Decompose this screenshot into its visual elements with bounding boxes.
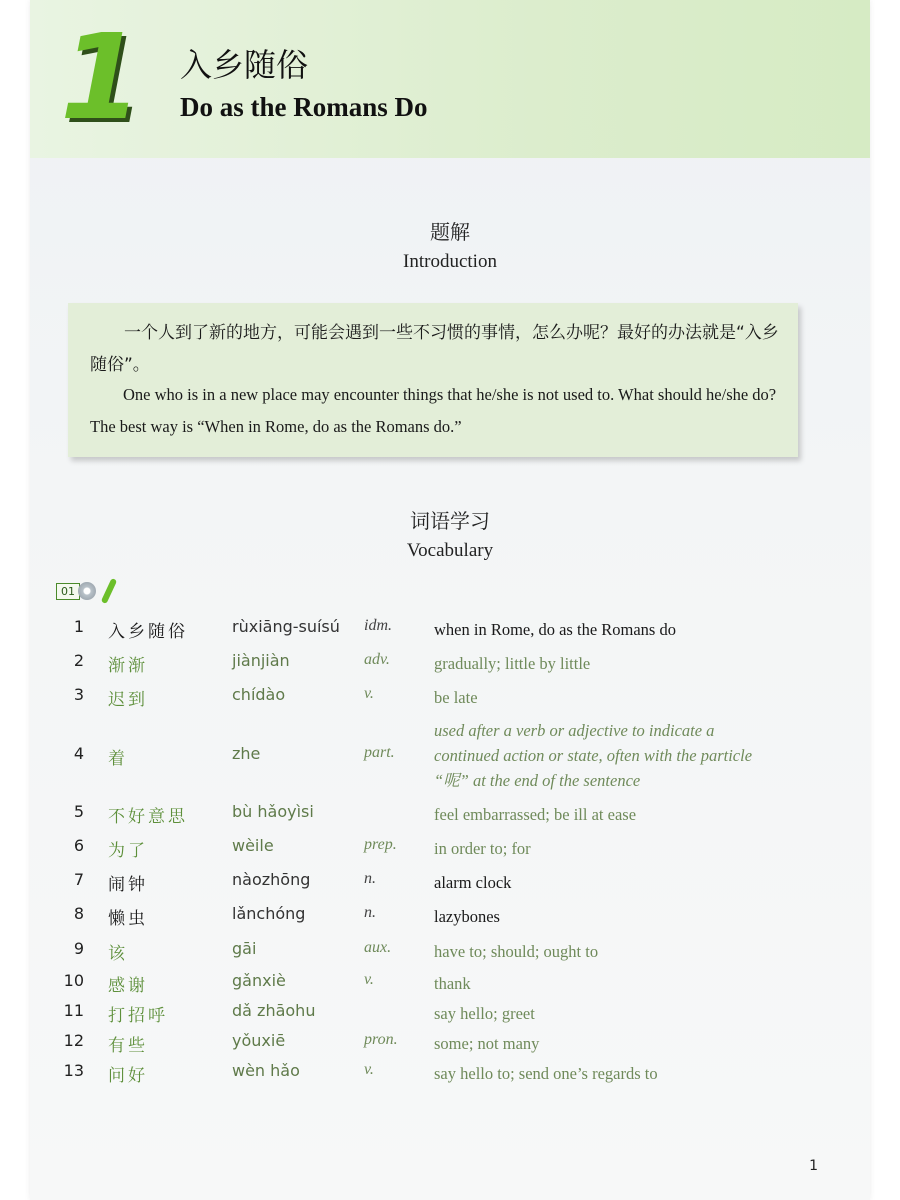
vocab-part-of-speech: n. (364, 870, 376, 887)
vocab-pinyin: jiànjiàn (232, 651, 290, 670)
vocab-number: 6 (73, 836, 84, 855)
vocab-pinyin: nàozhōng (232, 870, 311, 889)
vocab-meaning: some; not many (434, 1034, 540, 1053)
vocab-meaning: say hello to; send one’s regards to (434, 1064, 658, 1083)
vocab-meaning: thank (434, 974, 471, 993)
vocab-number: 5 (73, 802, 84, 821)
chapter-number: 1 (60, 8, 143, 146)
vocab-part-of-speech: adv. (364, 651, 390, 668)
introduction-heading-english: Introduction (403, 251, 497, 272)
vocab-pinyin: bù hǎoyìsi (232, 802, 314, 821)
track-number-label: 01 (56, 583, 80, 600)
vocab-part-of-speech: v. (364, 971, 374, 988)
vocab-word: 打招呼 (108, 1006, 168, 1026)
vocab-word: 为了 (108, 841, 148, 861)
vocab-meaning: have to; should; ought to (434, 942, 599, 961)
vocabulary-heading (30, 505, 870, 562)
page-number: 1 (809, 1158, 818, 1174)
vocab-pinyin: dǎ zhāohu (232, 1001, 316, 1020)
vocab-number: 1 (73, 617, 84, 636)
vocab-number: 7 (73, 870, 84, 889)
vocab-meaning: feel embarrassed; be ill at ease (434, 805, 637, 824)
vocab-pinyin: gāi (232, 939, 257, 958)
vocab-word: 该 (108, 944, 128, 964)
vocab-number: 13 (63, 1061, 84, 1080)
vocab-pinyin: zhe (232, 744, 261, 763)
vocab-word: 迟到 (108, 690, 148, 710)
chapter-title-chinese: 入乡随俗 (180, 46, 309, 84)
introduction-text-english: One who is in a new place may encounter things that he/she is not used to. What should he/she do? The best way is “When in Rome, do as the Romans do.” (90, 385, 777, 436)
vocab-meaning: when in Rome, do as the Romans do (434, 620, 676, 639)
introduction-text-chinese: 一个人到了新的地方，可能会遇到一些不习惯的事情，怎么办呢？最好的办法就是“入乡随俗”。 (90, 323, 779, 375)
vocab-meaning: say hello; greet (434, 1004, 535, 1023)
vocab-word: 问好 (108, 1066, 148, 1086)
introduction-box (68, 303, 798, 457)
vocab-number: 9 (73, 939, 84, 958)
vocab-meaning: alarm clock (434, 873, 512, 892)
vocab-part-of-speech: aux. (364, 939, 392, 956)
vocab-pinyin: yǒuxiē (232, 1031, 286, 1050)
vocab-word: 不好意思 (108, 807, 188, 827)
vocab-part-of-speech: n. (364, 904, 376, 921)
vocab-number: 11 (63, 1001, 84, 1020)
vocab-word: 有些 (108, 1036, 148, 1056)
chapter-header-band (30, 0, 870, 158)
vocab-part-of-speech: v. (364, 685, 374, 702)
cd-icon (78, 582, 96, 600)
introduction-heading-chinese: 题解 (430, 220, 470, 244)
vocab-meaning: gradually; little by little (434, 654, 591, 673)
vocab-part-of-speech: v. (364, 1061, 374, 1078)
vocab-pinyin: chídào (232, 685, 286, 704)
audio-track-badge[interactable] (56, 578, 112, 604)
vocab-pinyin: rùxiāng-suísú (232, 617, 340, 636)
vocab-part-of-speech: part. (364, 744, 395, 761)
vocab-number: 12 (63, 1031, 84, 1050)
vocab-meaning: in order to; for (434, 839, 531, 858)
vocab-word: 渐渐 (108, 656, 148, 676)
vocab-pinyin: wèn hǎo (232, 1061, 300, 1080)
vocab-part-of-speech: idm. (364, 617, 392, 634)
chapter-title-english: Do as the Romans Do (180, 92, 428, 122)
vocab-meaning: lazybones (434, 907, 500, 926)
vocab-number: 3 (73, 685, 84, 704)
vocab-number: 10 (63, 971, 84, 990)
vocabulary-heading-english: Vocabulary (406, 540, 494, 561)
vocab-number: 2 (73, 651, 84, 670)
vocab-word: 入乡随俗 (108, 622, 188, 642)
vocab-part-of-speech: pron. (364, 1031, 398, 1048)
vocab-word: 闹钟 (108, 875, 148, 895)
introduction-heading (30, 216, 870, 273)
pen-icon (101, 578, 117, 604)
vocab-number: 4 (73, 744, 84, 763)
vocab-pinyin: gǎnxiè (232, 971, 286, 990)
vocab-word: 懒虫 (108, 909, 148, 929)
vocab-number: 8 (73, 904, 84, 923)
vocab-word: 着 (108, 749, 128, 769)
vocab-meaning: used after a verb or adjective to indicate a continued action or state, often with the particle “呢” at the end of the sentence (434, 721, 753, 790)
vocab-meaning: be late (434, 688, 478, 707)
vocab-part-of-speech: prep. (364, 836, 397, 853)
vocab-word: 感谢 (108, 976, 148, 996)
textbook-page (30, 0, 870, 1200)
vocab-pinyin: lǎnchóng (232, 904, 306, 923)
vocabulary-heading-chinese: 词语学习 (410, 509, 490, 533)
vocab-pinyin: wèile (232, 836, 274, 855)
